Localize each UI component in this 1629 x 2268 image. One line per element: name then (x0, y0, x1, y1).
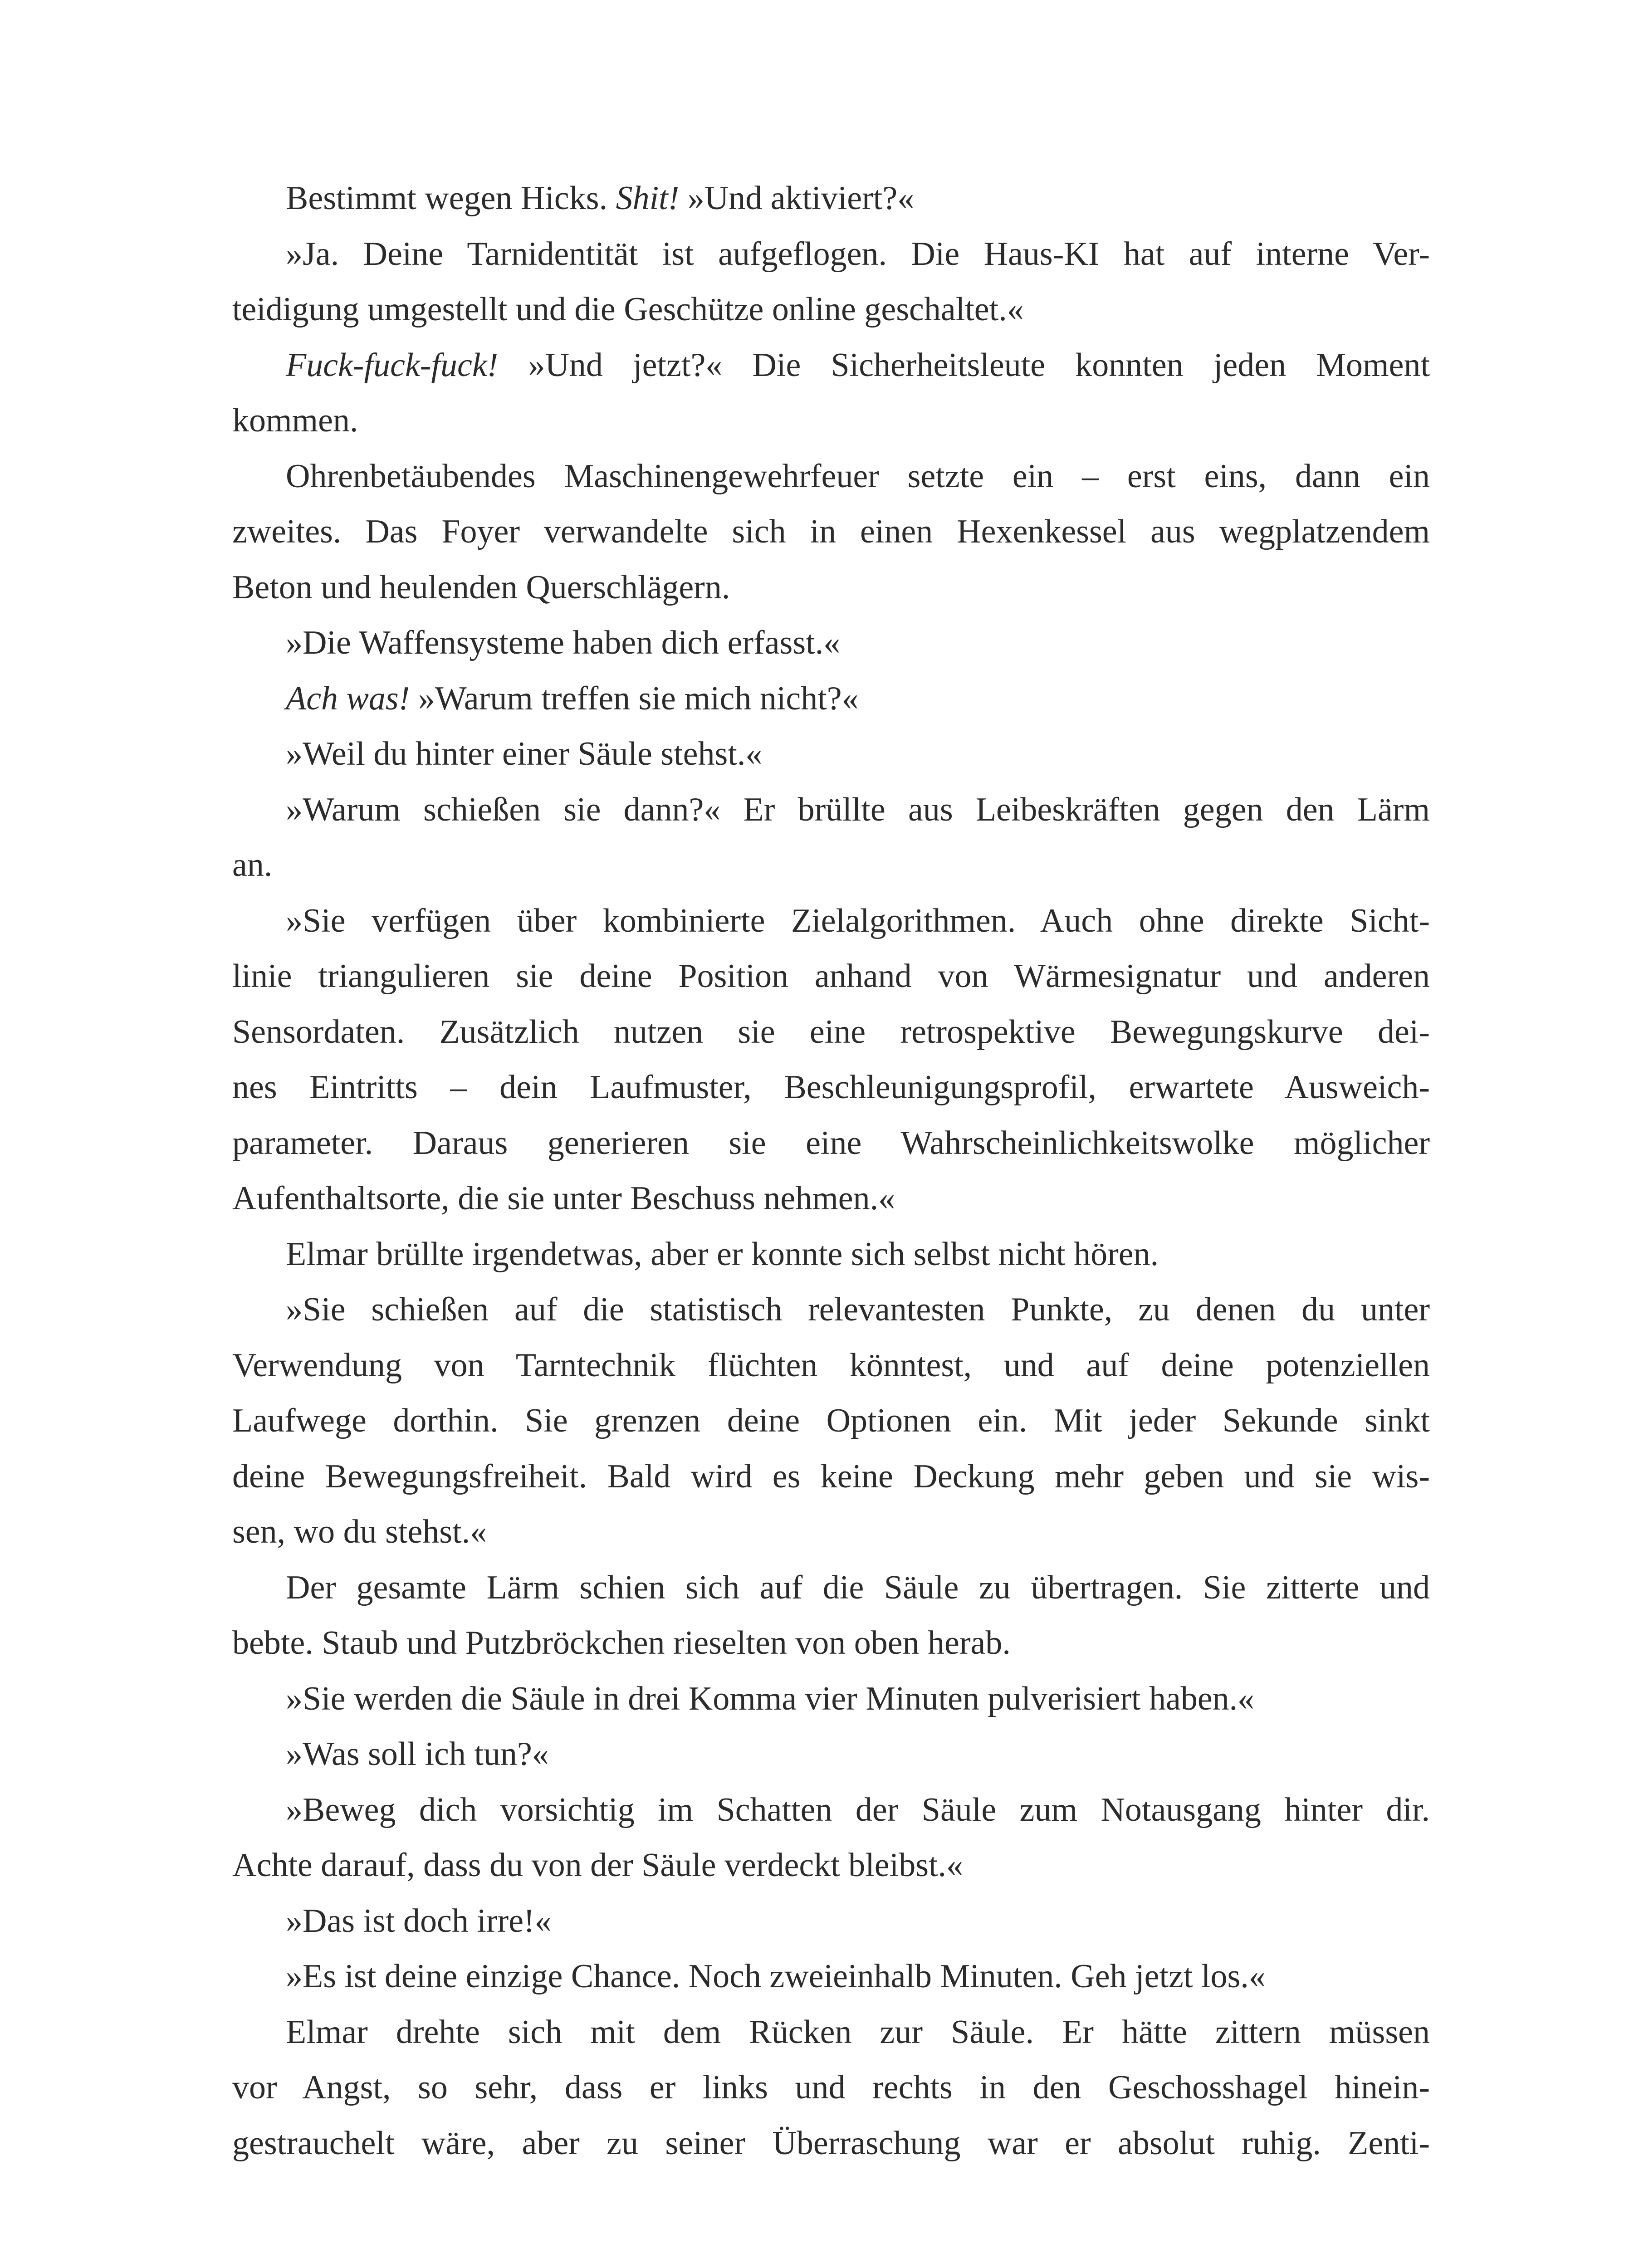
text-line: deine Bewegungsfreiheit. Bald wird es keine Deckung mehr geben und sie wis- (232, 1457, 1430, 1495)
text-line: Der gesamte Lärm schien sich auf die Säule zu übertragen. Sie zitterte und (286, 1569, 1430, 1606)
text-line: »Was soll ich tun?« (286, 1735, 549, 1773)
text-line: Laufwege dorthin. Sie grenzen deine Optionen ein. Mit jeder Sekunde sinkt (232, 1402, 1430, 1439)
text-line: gestrauchelt wäre, aber zu seiner Überraschung war er absolut ruhig. Zenti- (232, 2124, 1430, 2162)
text-line: »Das ist doch irre!« (286, 1902, 552, 1940)
text-line: zweites. Das Foyer verwandelte sich in einen Hexenkessel aus wegplatzendem (232, 513, 1430, 550)
text-line: Verwendung von Tarntechnik flüchten könntest, und auf deine potenziellen (232, 1346, 1430, 1384)
text-line: kommen. (232, 402, 358, 439)
text-line: nes Eintritts – dein Laufmuster, Beschleunigungsprofil, erwartete Ausweich- (232, 1069, 1430, 1106)
text-line: parameter. Daraus generieren sie eine Wahrscheinlichkeitswolke möglicher (232, 1124, 1430, 1162)
text-line: »Sie werden die Säule in drei Komma vier Minuten pulverisiert haben.« (286, 1680, 1255, 1717)
text-line: »Beweg dich vorsichtig im Schatten der Säule zum Notausgang hinter dir. (286, 1791, 1430, 1828)
text-line: bebte. Staub und Putzbröckchen rieselten von oben herab. (232, 1624, 1011, 1662)
text-line: »Sie schießen auf die statistisch relevantesten Punkte, zu denen du unter (286, 1291, 1430, 1328)
body-text (232, 171, 1430, 2171)
text-line: »Die Waffensysteme haben dich erfasst.« (286, 624, 841, 661)
text-line: Fuck-fuck-fuck! »Und jetzt?« Die Sicherheitsleute konnten jeden Moment (286, 346, 1430, 384)
text-line: »Es ist deine einzige Chance. Noch zweieinhalb Minuten. Geh jetzt los.« (286, 1958, 1266, 1995)
text-line: Aufenthaltsorte, die sie unter Beschuss nehmen.« (232, 1180, 895, 1217)
text-line: linie triangulieren sie deine Position anhand von Wärmesignatur und anderen (232, 958, 1430, 995)
text-line: »Warum schießen sie dann?« Er brüllte aus Leibeskräften gegen den Lärm (286, 791, 1430, 828)
text-line: Beton und heulenden Querschlägern. (232, 568, 730, 606)
text-line: Ach was! »Warum treffen sie mich nicht?« (286, 679, 859, 717)
text-line: »Ja. Deine Tarnidentität ist aufgeflogen. Die Haus-KI hat auf interne Ver- (286, 235, 1430, 273)
text-line: vor Angst, so sehr, dass er links und rechts in den Geschosshagel hinein- (232, 2069, 1430, 2106)
text-line: sen, wo du stehst.« (232, 1513, 487, 1550)
text-line: »Sie verfügen über kombinierte Zielalgorithmen. Auch ohne direkte Sicht- (286, 902, 1430, 939)
text-line: Sensordaten. Zusätzlich nutzen sie eine retrospektive Bewegungskurve dei- (232, 1013, 1430, 1051)
text-line: Elmar drehte sich mit dem Rücken zur Säule. Er hätte zittern müssen (286, 2013, 1430, 2051)
text-line: teidigung umgestellt und die Geschütze online geschaltet.« (232, 291, 1024, 328)
text-line: Ohrenbetäubendes Maschinengewehrfeuer setzte ein – erst eins, dann ein (286, 457, 1430, 495)
text-line: »Weil du hinter einer Säule stehst.« (286, 735, 763, 772)
text-line: an. (232, 846, 273, 884)
text-line: Achte darauf, dass du von der Säule verdeckt bleibst.« (232, 1847, 964, 1884)
text-line: Elmar brüllte irgendetwas, aber er konnte sich selbst nicht hören. (286, 1235, 1159, 1273)
text-line: Bestimmt wegen Hicks. Shit! »Und aktiviert?« (286, 180, 915, 217)
